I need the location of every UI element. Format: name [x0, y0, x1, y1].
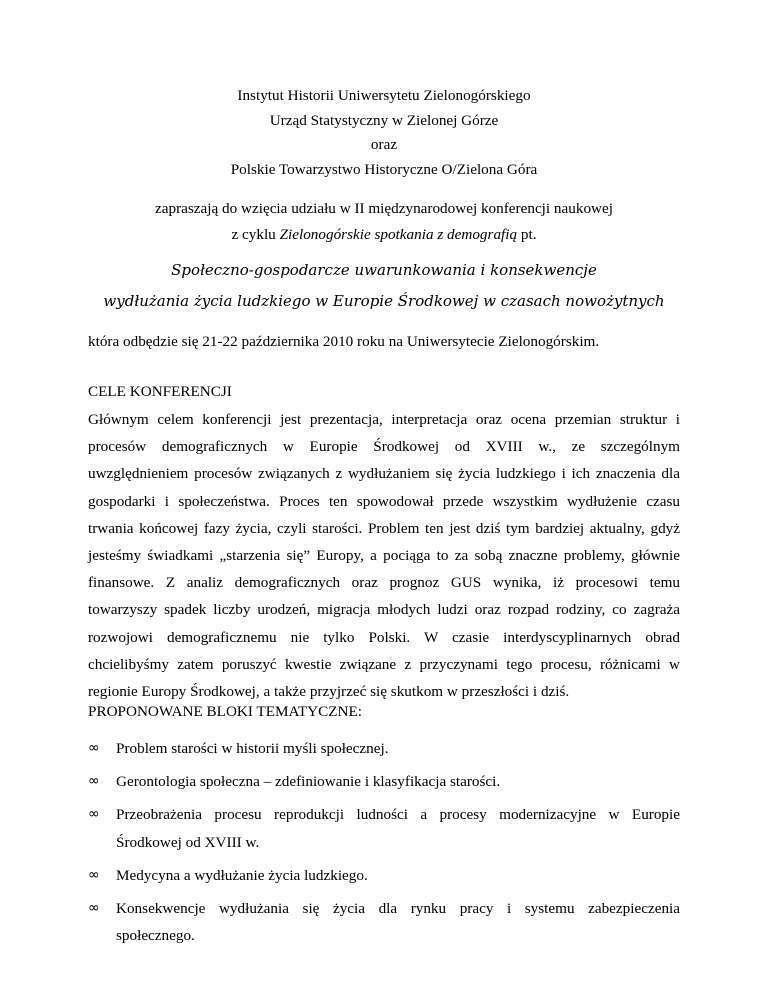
- goals-line: rozwojowi demograficznemu nie tylko Polski. W czasie interdyscyplinarnych obrad: [88, 628, 680, 646]
- goals-line: regionie Europy Środkowej, a także przyjrzeć się skutkom w przeszłości i dziś.: [88, 683, 570, 701]
- organizer-line: oraz: [370, 136, 398, 153]
- date-paragraph: która odbędzie się 21-22 października 2010 roku na Uniwersytecie Zielonogórskim.: [88, 333, 600, 350]
- list-item: [88, 895, 680, 949]
- infinity-bullet-icon: ∞: [88, 900, 100, 917]
- infinity-bullet-icon: ∞: [88, 866, 100, 883]
- goals-line: jesteśmy świadkami „starzenia się” Europy, a pociąga to za sobą znaczne problemy, głównie: [88, 547, 680, 565]
- list-item-text: Gerontologia społeczna – zdefiniowanie i klasyfikacja starości.: [116, 773, 501, 791]
- invitation-series-line: [0, 222, 768, 248]
- conference-title: [0, 255, 768, 317]
- list-item-text: Medycyna a wydłużanie życia ludzkiego.: [116, 866, 368, 884]
- goals-line: chcielibyśmy zatem poruszyć kwestie związane z przyczynami tego procesu, różnicami w: [88, 655, 680, 673]
- invitation-line: zapraszają do wzięcia udziału w II międzynarodowej konferencji naukowej: [155, 200, 613, 217]
- organizer-line: Urząd Statystyczny w Zielonej Górze: [269, 111, 499, 129]
- conference-title-line: Społeczno-gospodarcze uwarunkowania i konsekwencje: [171, 261, 597, 279]
- goals-line: gospodarki i społeczeństwa. Proces ten spowodował przede wszystkim wydłużenie czasu: [88, 492, 680, 510]
- infinity-bullet-icon: ∞: [88, 773, 100, 790]
- organizers-block: [0, 84, 768, 182]
- goals-line: uwzględnieniem procesów związanych z wydłużaniem się życia ludzkiego i ich znaczenia dla: [88, 465, 680, 483]
- list-item-text: Konsekwencje wydłużania się życia dla rynku pracy i systemu zabezpieczenia: [116, 900, 680, 918]
- organizer-line: Polskie Towarzystwo Historyczne O/Zielona Góra: [230, 160, 538, 178]
- list-item-text: Problem starości w historii myśli społecznej.: [116, 740, 389, 757]
- goals-heading: CELE KONFERENCJI: [88, 383, 232, 400]
- infinity-bullet-icon: ∞: [88, 806, 100, 823]
- series-suffix: pt.: [517, 226, 537, 243]
- infinity-bullet-icon: ∞: [88, 740, 100, 756]
- series-name: Zielonogórskie spotkania z demografią: [279, 226, 518, 243]
- list-item-text: społecznego.: [116, 927, 195, 945]
- thematic-blocks-list: [88, 723, 680, 949]
- goals-line: trwania końcowej fazy życia, czyli starości. Problem ten jest dziś tym bardziej aktualny, gdyż: [88, 519, 680, 537]
- list-item-text: Przeobrażenia procesu reprodukcji ludności a procesy modernizacyjne w Europie: [116, 806, 680, 824]
- conference-title-line: wydłużania życia ludzkiego w Europie Środkowej w czasach nowożytnych: [103, 292, 665, 310]
- goals-line: towarzyszy spadek liczby urodzeń, migracja młodych ludzi oraz rozpad rodziny, co zagraża: [88, 601, 680, 619]
- invitation-block: [0, 196, 768, 248]
- goals-paragraph: [88, 406, 680, 705]
- list-item: [88, 768, 680, 795]
- series-prefix: z cyklu: [231, 226, 280, 243]
- goals-line: procesów demograficznych w Europie Środkowej od XVIII w., ze szczególnym: [88, 438, 680, 456]
- list-item: [88, 862, 680, 889]
- list-item-text: Środkowej od XVIII w.: [116, 833, 260, 851]
- organizer-line: Instytut Historii Uniwersytetu Zielonogórskiego: [237, 87, 531, 104]
- goals-line: finansowe. Z analiz demograficznych oraz prognoz GUS wynika, iż procesowi temu: [88, 574, 680, 592]
- thematic-blocks-heading: PROPONOWANE BLOKI TEMATYCZNE:: [88, 703, 362, 720]
- list-item: [88, 735, 680, 762]
- list-item: [88, 801, 680, 855]
- goals-line: Głównym celem konferencji jest prezentacja, interpretacja oraz ocena przemian struktur i: [88, 411, 680, 428]
